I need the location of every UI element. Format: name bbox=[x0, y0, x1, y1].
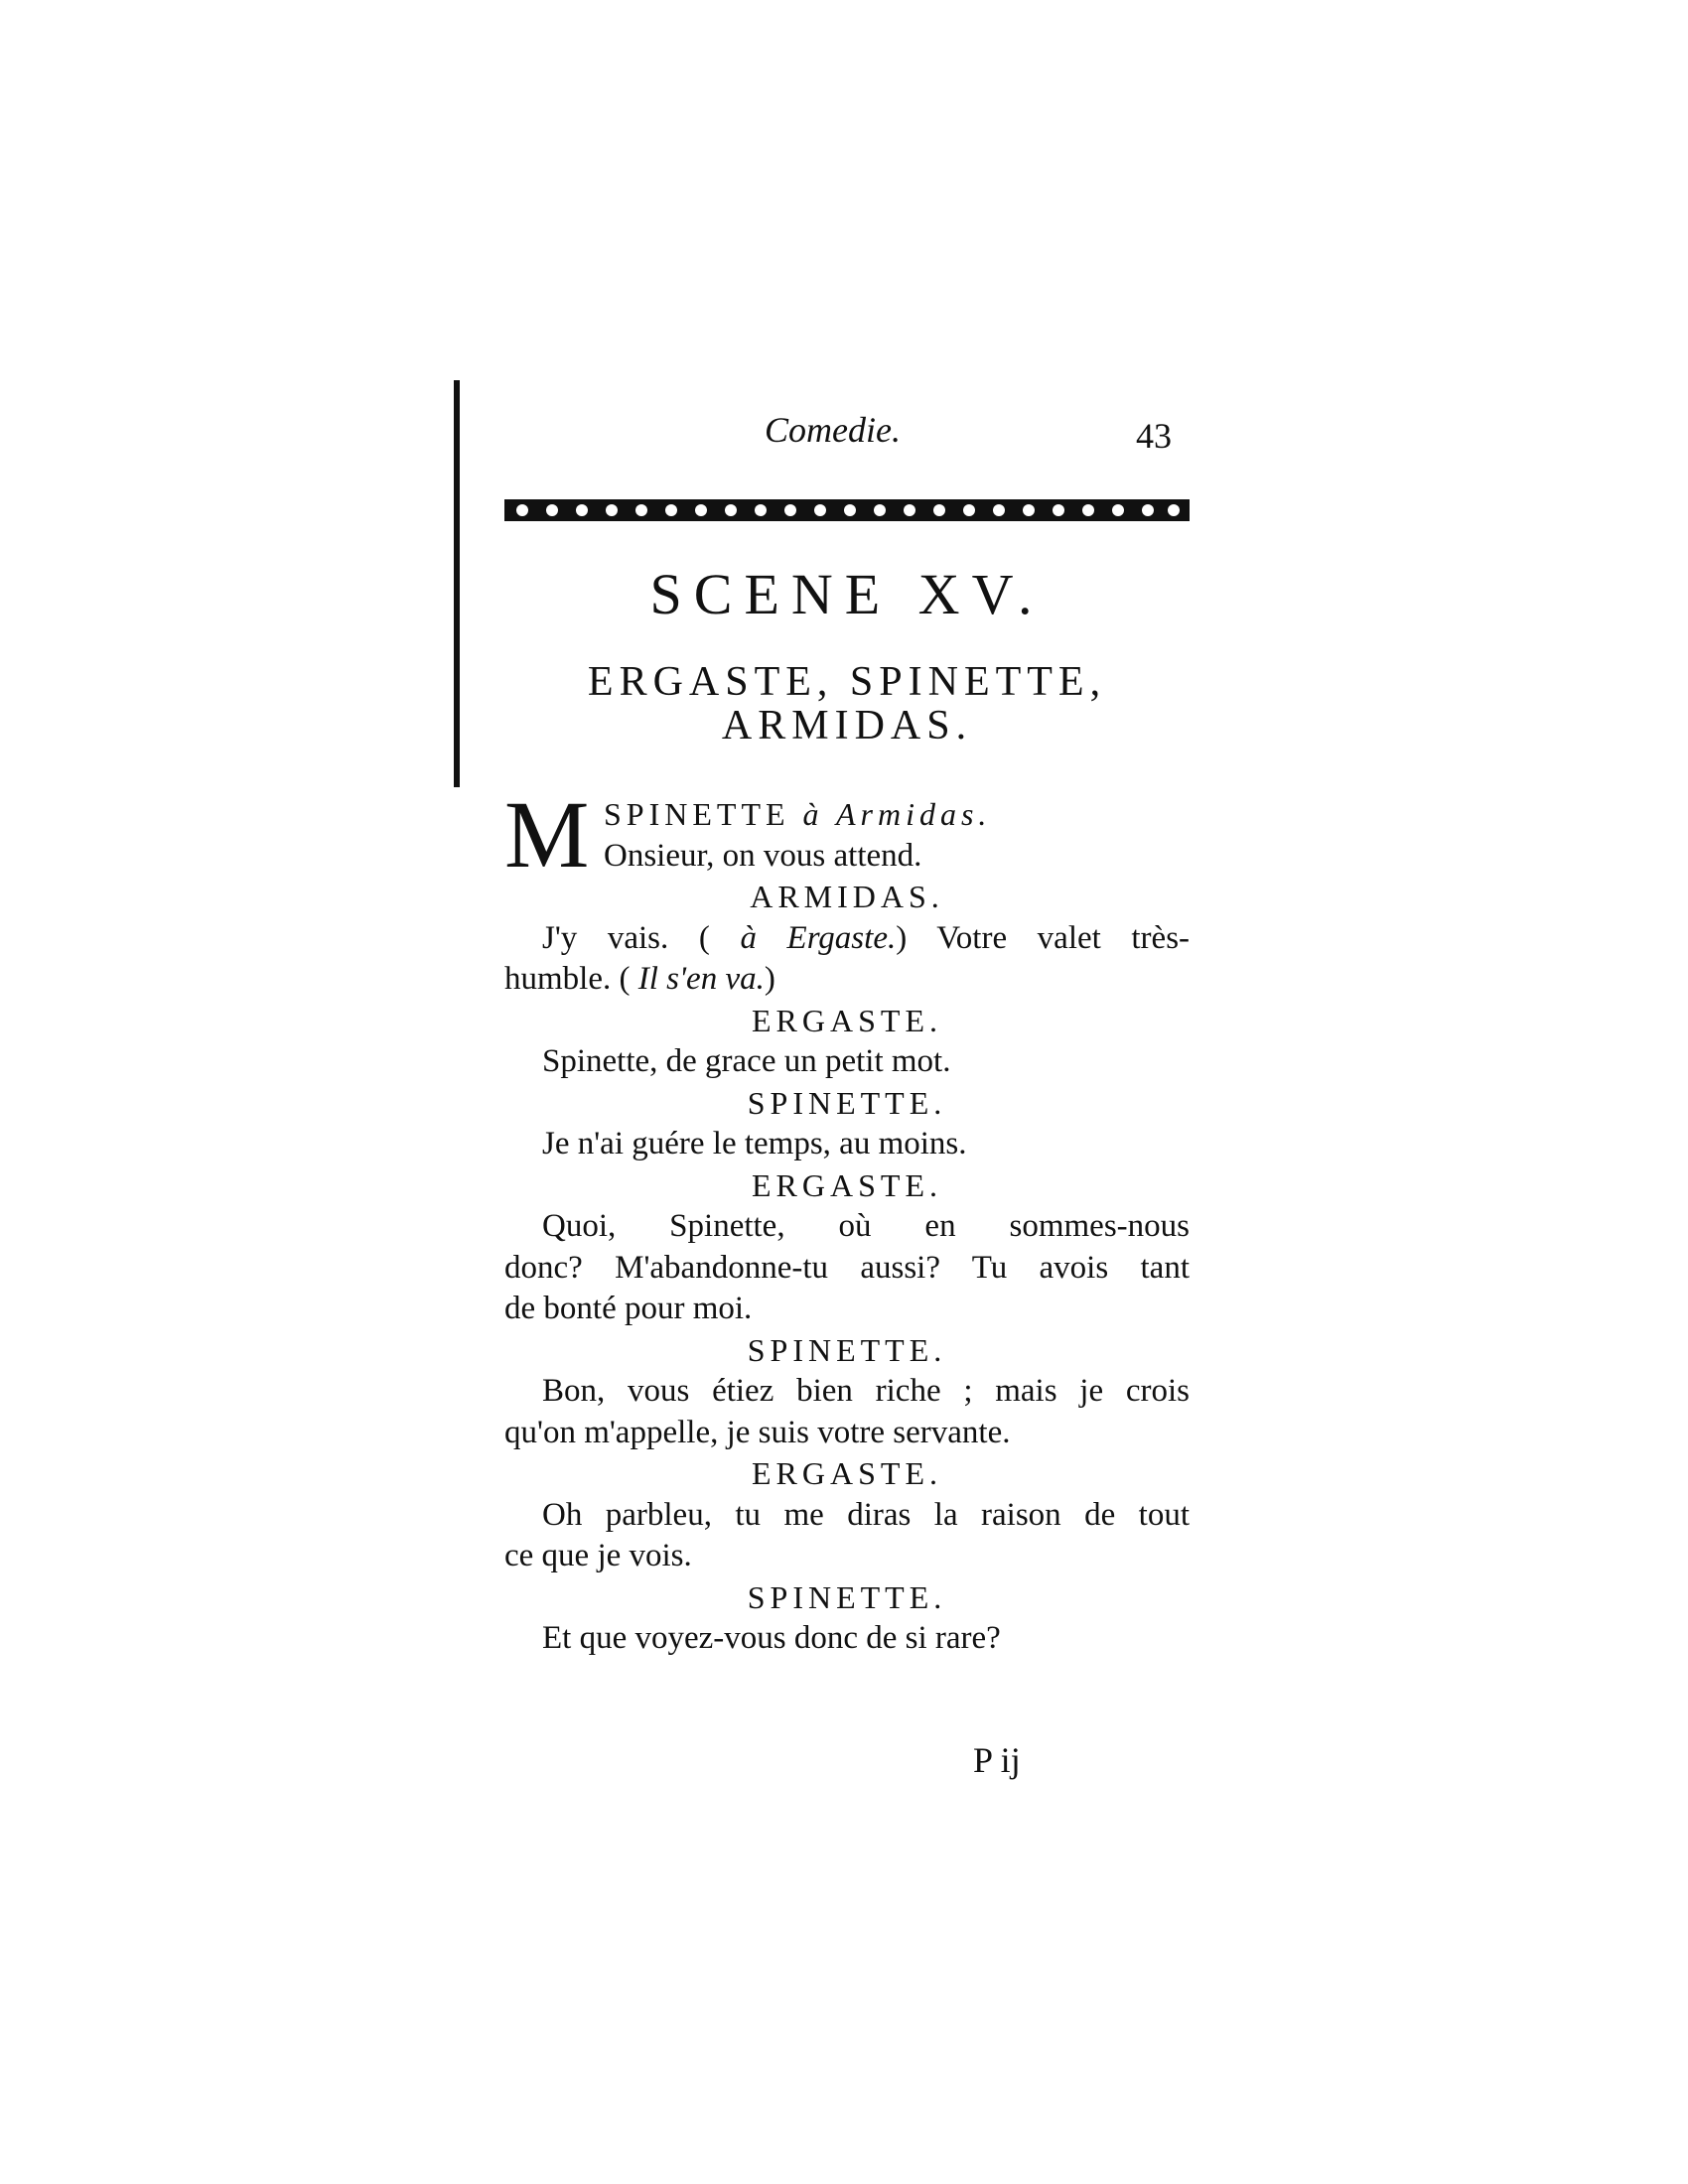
stage-direction: à Armidas. bbox=[802, 796, 992, 832]
signature-mark: P ij bbox=[973, 1740, 1021, 1780]
speaker-label: SPINETTE. bbox=[747, 1578, 947, 1615]
speech-line: ce que je vois. bbox=[504, 1538, 692, 1573]
speaker-label bbox=[604, 794, 991, 836]
speech-line: Onsieur, on vous attend. bbox=[604, 838, 922, 874]
speaker-label: ERGASTE. bbox=[752, 1002, 942, 1038]
speaker-label: SPINETTE. bbox=[747, 1331, 947, 1368]
stage-direction: Il s'en va. bbox=[637, 961, 765, 997]
speech-line: donc? M'abandonne-tu aussi? Tu avois tant bbox=[504, 1249, 1190, 1286]
scene-title: SCENE XV. bbox=[649, 562, 1045, 626]
drop-cap: M bbox=[504, 781, 590, 887]
page-number: 43 bbox=[1136, 416, 1172, 456]
speech-line bbox=[504, 959, 1190, 1001]
speech-line bbox=[504, 918, 1190, 960]
speaker-label: ERGASTE. bbox=[752, 1166, 942, 1203]
speaker-name: SPINETTE bbox=[604, 796, 790, 832]
speech-line: Spinette, de grace un petit mot. bbox=[542, 1043, 951, 1079]
speech-text: J'y vais. ( bbox=[542, 919, 710, 956]
margin-rule bbox=[454, 380, 460, 787]
running-title: Comedie. bbox=[765, 410, 901, 450]
cast-list bbox=[504, 660, 1190, 748]
speech-line: de bonté pour moi. bbox=[504, 1291, 753, 1326]
speaker-label: ERGASTE. bbox=[752, 1455, 942, 1491]
speech-text: ) bbox=[764, 961, 775, 997]
ornamental-border bbox=[504, 493, 1190, 527]
speaker-label: ARMIDAS. bbox=[750, 879, 944, 914]
speech-line: qu'on m'appelle, je suis votre servante. bbox=[504, 1414, 1011, 1450]
speech-line: Et que voyez-vous donc de si rare? bbox=[542, 1620, 1001, 1656]
speech-line: Je n'ai guére le temps, au moins. bbox=[542, 1126, 967, 1161]
speech-text: humble. ( bbox=[504, 961, 631, 997]
dialogue-text bbox=[504, 781, 1191, 1660]
speech-line: Oh parbleu, tu me diras la raison de tout bbox=[542, 1496, 1190, 1533]
stage-direction: à Ergaste. bbox=[740, 919, 897, 956]
speech-text: ) Votre valet très- bbox=[896, 919, 1191, 956]
cast-line-2: ARMIDAS. bbox=[721, 703, 973, 749]
speaker-label: SPINETTE. bbox=[747, 1084, 947, 1121]
cast-line-1: ERGASTE, SPINETTE, bbox=[587, 659, 1107, 705]
speech-line: Quoi, Spinette, où en sommes-nous bbox=[542, 1208, 1190, 1244]
speech-line: Bon, vous étiez bien riche ; mais je crois bbox=[542, 1373, 1190, 1409]
opening-speech bbox=[504, 781, 1190, 887]
